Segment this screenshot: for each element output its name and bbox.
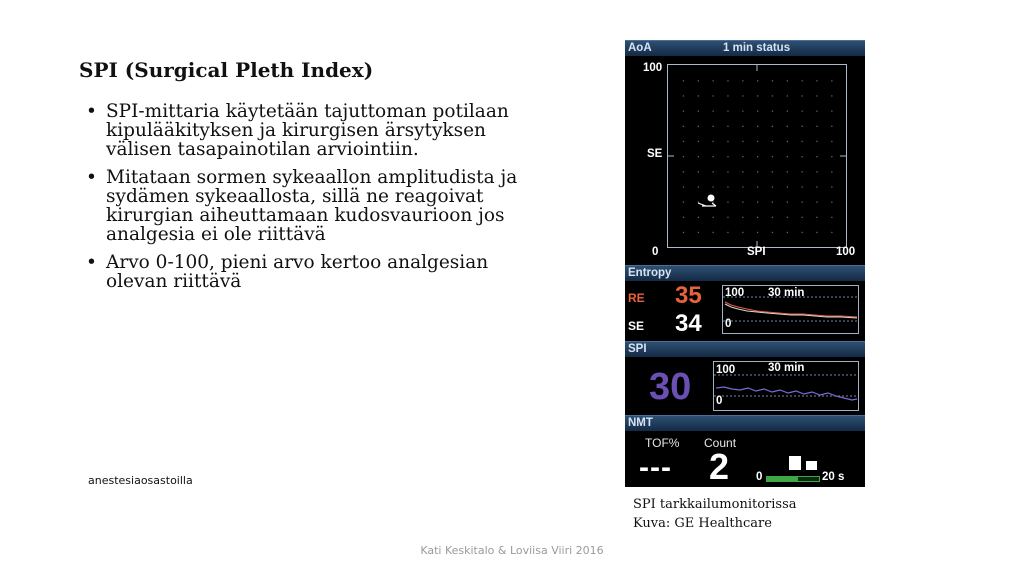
re-label: RE bbox=[628, 291, 645, 305]
count-value: 2 bbox=[709, 446, 730, 487]
twitch-bar-1 bbox=[789, 456, 801, 470]
se-value: 34 bbox=[675, 310, 702, 337]
aoa-status-marker bbox=[698, 195, 716, 207]
spi-trend bbox=[713, 361, 859, 411]
se-label: SE bbox=[628, 319, 645, 333]
entropy-trend-bottom: 0 bbox=[725, 318, 732, 330]
nmt-bar-left: 0 bbox=[756, 471, 763, 483]
spi-trend-bottom: 0 bbox=[716, 395, 723, 407]
caption-line-2: Kuva: GE Healthcare bbox=[633, 516, 772, 531]
side-note: anestesiaosastoilla bbox=[88, 474, 193, 487]
spi-header bbox=[625, 341, 865, 357]
aoa-plot bbox=[667, 64, 847, 248]
entropy-trend-top: 100 bbox=[725, 287, 745, 299]
bullet-item: • SPI-mittaria käytetään tajuttoman potilaan kipulääkityksen ja kirurgisen ärsytyksen välisen tasapainotilan arviointiin. bbox=[84, 102, 524, 159]
entropy-header bbox=[625, 265, 865, 281]
aoa-y-label: SE bbox=[647, 148, 663, 160]
spi-label: SPI bbox=[628, 343, 647, 355]
aoa-status: 1 min status bbox=[723, 42, 791, 54]
image-caption bbox=[633, 495, 797, 533]
spi-trend-window: 30 min bbox=[768, 362, 805, 374]
twitch-bar-2 bbox=[806, 461, 817, 470]
spi-value: 30 bbox=[649, 366, 692, 408]
aoa-header bbox=[625, 40, 865, 56]
slide-footer: Kati Keskitalo & Loviisa Viiri 2016 bbox=[420, 544, 604, 557]
aoa-label: AoA bbox=[628, 42, 652, 54]
bullet-item: • Mitataan sormen sykeaallon amplitudista ja sydämen sykeaallosta, sillä ne reagoivat kirurgian aiheuttamaan kudosvaurioon jos analgesia ei ole riittävä bbox=[84, 168, 524, 244]
entropy-label: Entropy bbox=[628, 267, 672, 279]
caption-line-1: SPI tarkkailumonitorissa bbox=[633, 497, 797, 512]
re-value: 35 bbox=[675, 282, 702, 309]
aoa-y-top: 100 bbox=[643, 62, 663, 74]
nmt-progress-bar bbox=[766, 476, 820, 482]
nmt-label: NMT bbox=[628, 417, 653, 429]
aoa-dot-grid bbox=[668, 65, 846, 247]
aoa-x-left: 0 bbox=[652, 246, 659, 258]
nmt-bar-right: 20 s bbox=[822, 471, 845, 483]
aoa-x-right: 100 bbox=[836, 246, 856, 258]
tof-label: TOF% bbox=[645, 436, 680, 450]
entropy-trend-window: 30 min bbox=[768, 287, 805, 299]
aoa-x-label: SPI bbox=[747, 246, 766, 258]
count-label: Count bbox=[704, 436, 737, 450]
monitor-screen bbox=[625, 40, 865, 487]
spi-trend-top: 100 bbox=[716, 364, 736, 376]
bullet-list bbox=[84, 102, 524, 300]
tof-value: --- bbox=[639, 451, 672, 484]
nmt-header bbox=[625, 415, 865, 431]
entropy-trend bbox=[722, 285, 859, 334]
bullet-item: • Arvo 0-100, pieni arvo kertoo analgesian olevan riittävä bbox=[84, 253, 524, 291]
slide-title: SPI (Surgical Pleth Index) bbox=[79, 58, 374, 82]
